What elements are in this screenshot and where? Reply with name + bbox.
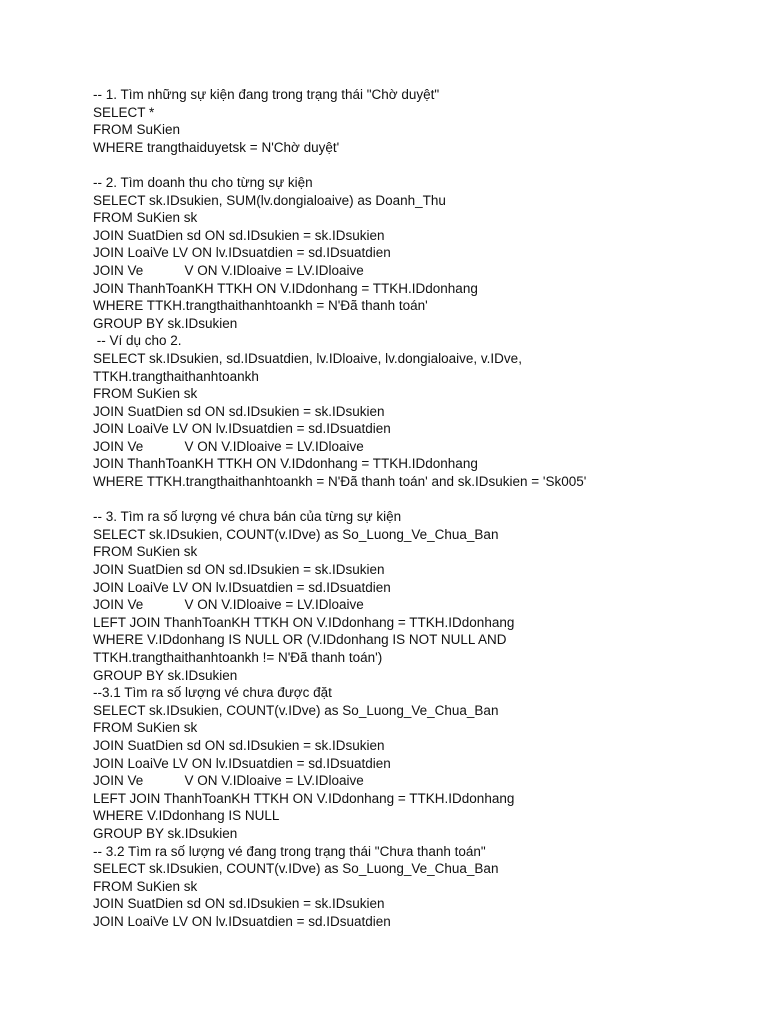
- document-line: SELECT sk.IDsukien, COUNT(v.IDve) as So_Luong_Ve_Chua_Ban: [93, 861, 499, 877]
- document-line: FROM SuKien sk: [93, 386, 198, 402]
- document-line: JOIN ThanhToanKH TTKH ON V.IDdonhang = TTKH.IDdonhang: [93, 280, 478, 296]
- document-line: SELECT *: [93, 104, 155, 120]
- document-line: FROM SuKien sk: [93, 720, 198, 736]
- document-line: LEFT JOIN ThanhToanKH TTKH ON V.IDdonhang = TTKH.IDdonhang: [93, 790, 515, 806]
- document-line: SELECT sk.IDsukien, COUNT(v.IDve) as So_Luong_Ve_Chua_Ban: [93, 702, 499, 718]
- document-line: JOIN SuatDien sd ON sd.IDsukien = sk.IDsukien: [93, 227, 385, 243]
- document-body: [93, 86, 733, 931]
- document-line: TTKH.trangthaithanhtoankh: [93, 368, 259, 384]
- document-line: JOIN SuatDien sd ON sd.IDsukien = sk.IDsukien: [93, 896, 385, 912]
- document-line: -- 3. Tìm ra số lượng vé chưa bán của từng sự kiện: [93, 509, 402, 525]
- document-line: JOIN Ve V ON V.IDloaive = LV.IDloaive: [93, 597, 364, 613]
- document-line: WHERE TTKH.trangthaithanhtoankh = N'Đã thanh toán': [93, 298, 428, 314]
- document-line: SELECT sk.IDsukien, sd.IDsuatdien, lv.IDloaive, lv.dongialoaive, v.IDve,: [93, 350, 522, 366]
- document-line: JOIN SuatDien sd ON sd.IDsukien = sk.IDsukien: [93, 403, 385, 419]
- document-line: SELECT sk.IDsukien, COUNT(v.IDve) as So_Luong_Ve_Chua_Ban: [93, 526, 499, 542]
- document-line: WHERE V.IDdonhang IS NULL: [93, 808, 280, 824]
- document-line: JOIN SuatDien sd ON sd.IDsukien = sk.IDsukien: [93, 737, 385, 753]
- document-line: GROUP BY sk.IDsukien: [93, 825, 238, 841]
- document-line: WHERE TTKH.trangthaithanhtoankh = N'Đã thanh toán' and sk.IDsukien = 'Sk005': [93, 474, 587, 490]
- document-line: GROUP BY sk.IDsukien: [93, 315, 238, 331]
- document-line: [93, 491, 733, 509]
- document-line: JOIN Ve V ON V.IDloaive = LV.IDloaive: [93, 262, 364, 278]
- document-line: FROM SuKien sk: [93, 544, 198, 560]
- document-line: JOIN LoaiVe LV ON lv.IDsuatdien = sd.IDsuatdien: [93, 579, 391, 595]
- document-line: -- 3.2 Tìm ra số lượng vé đang trong trạng thái "Chưa thanh toán": [93, 843, 486, 859]
- document-line: JOIN ThanhToanKH TTKH ON V.IDdonhang = TTKH.IDdonhang: [93, 456, 478, 472]
- document-line: FROM SuKien sk: [93, 878, 198, 894]
- document-line: LEFT JOIN ThanhToanKH TTKH ON V.IDdonhang = TTKH.IDdonhang: [93, 614, 515, 630]
- document-line: JOIN LoaiVe LV ON lv.IDsuatdien = sd.IDsuatdien: [93, 245, 391, 261]
- document-line: -- 2. Tìm doanh thu cho từng sự kiện: [93, 174, 313, 190]
- document-line: JOIN Ve V ON V.IDloaive = LV.IDloaive: [93, 773, 364, 789]
- document-line: -- Ví dụ cho 2.: [93, 333, 182, 349]
- document-line: JOIN SuatDien sd ON sd.IDsukien = sk.IDsukien: [93, 562, 385, 578]
- document-line: JOIN LoaiVe LV ON lv.IDsuatdien = sd.IDsuatdien: [93, 755, 391, 771]
- document-line: JOIN LoaiVe LV ON lv.IDsuatdien = sd.IDsuatdien: [93, 913, 391, 929]
- document-line: SELECT sk.IDsukien, SUM(lv.dongialoaive) as Doanh_Thu: [93, 192, 446, 208]
- document-line: WHERE V.IDdonhang IS NULL OR (V.IDdonhang IS NOT NULL AND: [93, 632, 507, 648]
- document-line: WHERE trangthaiduyetsk = N'Chờ duyệt': [93, 139, 340, 155]
- document-line: FROM SuKien sk: [93, 210, 198, 226]
- document-line: -- 1. Tìm những sự kiện đang trong trạng thái "Chờ duyệt": [93, 87, 440, 102]
- document-line: TTKH.trangthaithanhtoankh != N'Đã thanh toán'): [93, 650, 383, 665]
- document-line: GROUP BY sk.IDsukien: [93, 667, 238, 683]
- document-line: JOIN Ve V ON V.IDloaive = LV.IDloaive: [93, 438, 364, 454]
- document-line: JOIN LoaiVe LV ON lv.IDsuatdien = sd.IDsuatdien: [93, 421, 391, 437]
- document-line: --3.1 Tìm ra số lượng vé chưa được đặt: [93, 685, 332, 701]
- document-line: [93, 156, 733, 174]
- document-line: FROM SuKien: [93, 122, 181, 138]
